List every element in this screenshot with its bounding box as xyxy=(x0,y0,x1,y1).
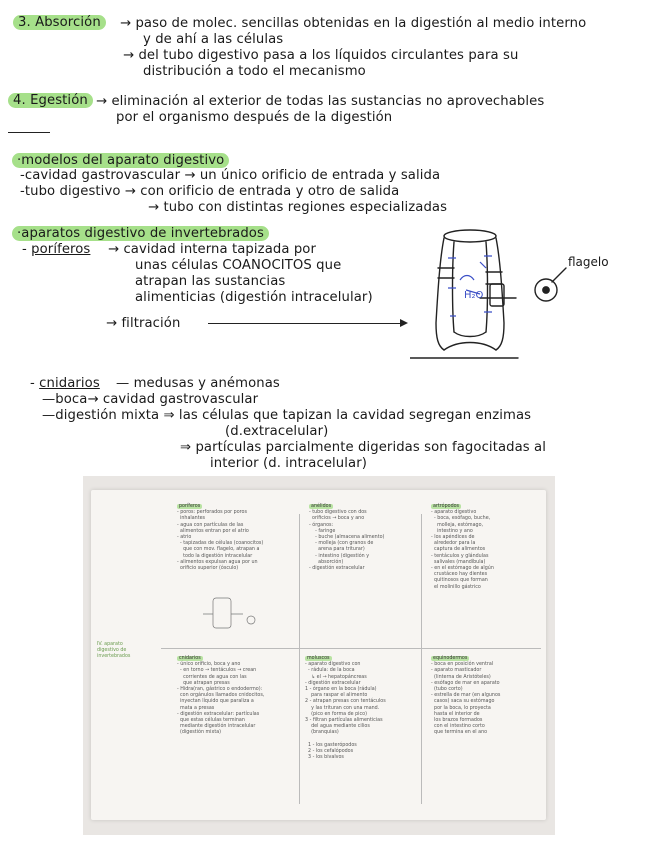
cnidarios-line-5: ⇒ partículas parcialmente digeridas son fagocitadas al xyxy=(180,440,547,455)
photo-divider-2 xyxy=(421,514,422,804)
summary-photo xyxy=(83,476,555,835)
egestion-title: 4. Egestión xyxy=(8,93,93,109)
modelos-line-1: -cavidad gastrovascular → un único orificio de entrada y salida xyxy=(20,168,441,183)
poriferos-line-4: alimenticias (digestión intracelular) xyxy=(135,290,373,305)
absorcion-line-4: distribución a todo el mecanismo xyxy=(143,64,366,79)
poriferos-label: - poríferos xyxy=(22,242,91,257)
cnidarios-line-2: —boca→ cavidad gastrovascular xyxy=(42,392,259,407)
photo-cell-artropodos: artrópodos - aparato digestivo - boca, esófago, buche, molleja, estómago, intestino y ano - los apéndices de alrededor para la captura de alimentos - tentáculos y glándulas salivales (mandíbula) - en el estómago de algún crustáceo hay dientes quitinosos que forman el molinillo gástrico xyxy=(431,504,494,590)
cnidarios-label: - cnidarios xyxy=(30,376,100,391)
h2o-label: H₂O xyxy=(464,290,484,301)
photo-cell-poriferos: poríferos - poros: perforados por poros inhalantes - agua con partículas de las alimentos entran por el atrio - atrio - tapizadas de células (coanocitos) que con mov. flagelo, atrapan a todo la digestión intracelular - alimentos expulsan agua por un orificio superior (ósculo) xyxy=(177,504,264,572)
egestion-line-2: por el organismo después de la digestión xyxy=(116,110,393,125)
modelos-title: ·modelos del aparato digestivo xyxy=(12,153,229,169)
filtracion-label: → filtración xyxy=(106,316,181,331)
cnidarios-line-4: (d.extracelular) xyxy=(225,424,329,439)
poriferos-line-3: atrapan las sustancias xyxy=(135,274,286,289)
poriferos-line-2: unas células COANOCITOS que xyxy=(135,258,342,273)
photo-side-label: IV. aparato digestivo de invertebrados xyxy=(97,642,131,660)
photo-cell-equinodermos: equinodermos - boca en posición ventral - aparato masticador (linterna de Aristóteles) - esófago de mar en aparato (tubo corto) - estrella de mar (en algunos casos) saca su estómago por la boca, lo proyecta hasta el interior de los brazos formados con el intestino corto que termina en el ano xyxy=(431,656,501,736)
poriferos-line-1: → cavidad interna tapizada por xyxy=(108,242,316,257)
photo-cell-anelidos: anélidos - tubo digestivo con dos orificios → boca y ano - órganos: - faringe - buche (almacena alimento) - molleja (con granos de arena para triturar) - intestino (digestión y absorción) - digestión extracelular xyxy=(309,504,385,572)
absorcion-line-1: → paso de molec. sencillas obtenidas en la digestión al medio interno xyxy=(120,16,587,31)
modelos-line-2: -tubo digestivo → con orificio de entrada y otro de salida xyxy=(20,184,400,199)
cnidarios-line-3: —digestión mixta ⇒ las células que tapizan la cavidad segregan enzimas xyxy=(42,408,532,423)
photo-sponge-sketch xyxy=(195,594,265,634)
cnidarios-line-6: interior (d. intracelular) xyxy=(210,456,367,471)
flagelo-label: flagelo xyxy=(568,255,609,269)
invertebrados-title: ·aparatos digestivo de invertebrados xyxy=(12,226,269,242)
photo-cell-cnidarios: cnidarios - único orificio, boca y ano - en torno → tentáculos → crean corrientes de agua con las que atrapan presas - Hidra(ran, gástrico o endodermo): con orgánulos llamados cnidocitos, inyectan líquido que paraliza a mata a presas - digestión extracelular: partículas que estas células terminan mediante digestión intracelular (digestión mixta) xyxy=(177,656,265,736)
summary-sheet xyxy=(91,490,546,820)
modelos-line-3: → tubo con distintas regiones especializadas xyxy=(148,200,448,215)
cnidarios-line-1: — medusas y anémonas xyxy=(116,376,280,391)
filtracion-arrow xyxy=(208,323,406,324)
photo-divider-h xyxy=(161,648,541,649)
egestion-line-1: → eliminación al exterior de todas las sustancias no aprovechables xyxy=(96,94,545,109)
absorcion-title: 3. Absorción xyxy=(13,15,106,31)
sponge-diagram xyxy=(410,228,630,360)
section-divider xyxy=(8,132,50,133)
photo-divider-1 xyxy=(299,514,300,804)
photo-cell-moluscos: moluscos - aparato digestivo con - rádula: de la boca ↳ el → hepatopáncreas - digestión extracelular 1 - órgano en la boca (rádula) para raspar el alimento 2 - atrapan presas con tentáculos y las trituran con una mand. (pico en forma de pico) 3 - filtran partículas alimenticias del agua mediante cilios (branquias) 1 - los gasterópodos 2 - los cefalópodos 3 - los bivalvos xyxy=(305,656,386,761)
absorcion-line-2: y de ahí a las células xyxy=(143,32,284,47)
absorcion-line-3: → del tubo digestivo pasa a los líquidos circulantes para su xyxy=(123,48,519,63)
